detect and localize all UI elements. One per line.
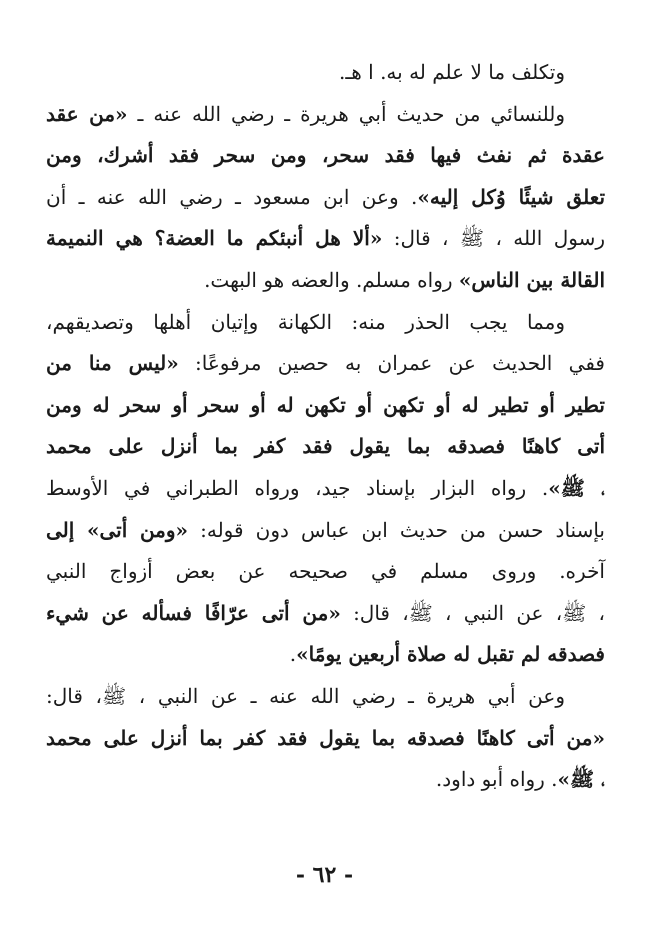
narration-text: بإسناد حسن من حديث ابن عباس دون قوله: bbox=[188, 517, 605, 542]
narration-text: ففي الحديث عن عمران به حصين مرفوعًا: bbox=[178, 351, 605, 376]
text-line bbox=[46, 551, 605, 593]
narration-text: . bbox=[289, 642, 297, 667]
text-line bbox=[46, 52, 605, 94]
text-line bbox=[46, 343, 605, 385]
hadith-text: «ومن أتى» إلى bbox=[46, 517, 189, 542]
text-line bbox=[46, 593, 605, 635]
text-line bbox=[46, 302, 605, 344]
hadith-text: تطير أو تطير له أو تكهن أو تكهن له أو سحر أو سحر له ومن bbox=[46, 392, 605, 417]
hadith-text: القالة بين الناس» bbox=[458, 267, 605, 292]
narration-text: وتكلف ما لا علم له به. ا هـ. bbox=[339, 60, 565, 84]
narration-text: وعن أبي هريرة ـ رضي الله عنه ـ عن النبي ، ﷺ، قال: bbox=[46, 683, 565, 708]
text-line bbox=[46, 676, 605, 718]
text-body bbox=[46, 52, 605, 801]
hadith-text: «من أتى كاهنًا فصدقه بما يقول فقد كفر بما أنزل على محمد bbox=[46, 725, 605, 750]
hadith-text: «من عقد bbox=[46, 101, 128, 126]
narration-text: ، ﷺ، عن النبي ، ﷺ، قال: bbox=[340, 600, 605, 625]
text-line bbox=[46, 759, 605, 801]
hadith-text: فصدقه لم تقبل له صلاة أربعين يومًا» bbox=[296, 642, 605, 667]
text-line bbox=[46, 718, 605, 760]
text-line bbox=[46, 135, 605, 177]
narration-text: . وعن ابن مسعود ـ رضي الله عنه ـ أن bbox=[46, 184, 418, 209]
hadith-text: ، ﷺ» bbox=[557, 767, 605, 792]
hadith-text: ، ﷺ» bbox=[548, 475, 606, 500]
hadith-text: تعلق شيئًا وُكل إليه» bbox=[417, 184, 606, 209]
hadith-text: «ليس منا من bbox=[46, 351, 179, 376]
text-line bbox=[46, 94, 605, 136]
narration-text: . رواه البزار بإسناد جيد، ورواه الطبراني في الأوسط bbox=[46, 475, 549, 500]
hadith-text: «ألا هل أنبئكم ما العضة؟ هي النميمة bbox=[46, 226, 383, 251]
narration-text: . رواه أبو داود. bbox=[435, 767, 558, 792]
narration-text: وللنسائي من حديث أبي هريرة ـ رضي الله عنه ـ bbox=[127, 101, 565, 126]
text-line bbox=[46, 634, 605, 676]
narration-text: آخره. وروى مسلم في صحيحه عن بعض أزواج النبي bbox=[46, 559, 605, 584]
text-line bbox=[46, 468, 605, 510]
narration-text: رسول الله ، ﷺ ، قال: bbox=[382, 226, 605, 251]
text-line bbox=[46, 510, 605, 552]
text-line bbox=[46, 218, 605, 260]
text-line bbox=[46, 385, 605, 427]
text-line bbox=[46, 426, 605, 468]
hadith-text: «من أتى عرّافًا فسأله عن شيء bbox=[46, 600, 341, 625]
text-line bbox=[46, 260, 605, 302]
text-line bbox=[46, 177, 605, 219]
page-number: - ٦٢ - bbox=[295, 862, 354, 888]
hadith-text: أتى كاهنًا فصدقه بما يقول فقد كفر بما أنزل على محمد bbox=[46, 434, 605, 459]
hadith-text: عقدة ثم نفث فيها فقد سحر، ومن سحر فقد أشرك، ومن bbox=[46, 143, 605, 168]
narration-text: ومما يجب الحذر منه: الكهانة وإتيان أهلها وتصديقهم، bbox=[46, 309, 565, 334]
narration-text: رواه مسلم. والعضه هو البهت. bbox=[204, 267, 459, 292]
